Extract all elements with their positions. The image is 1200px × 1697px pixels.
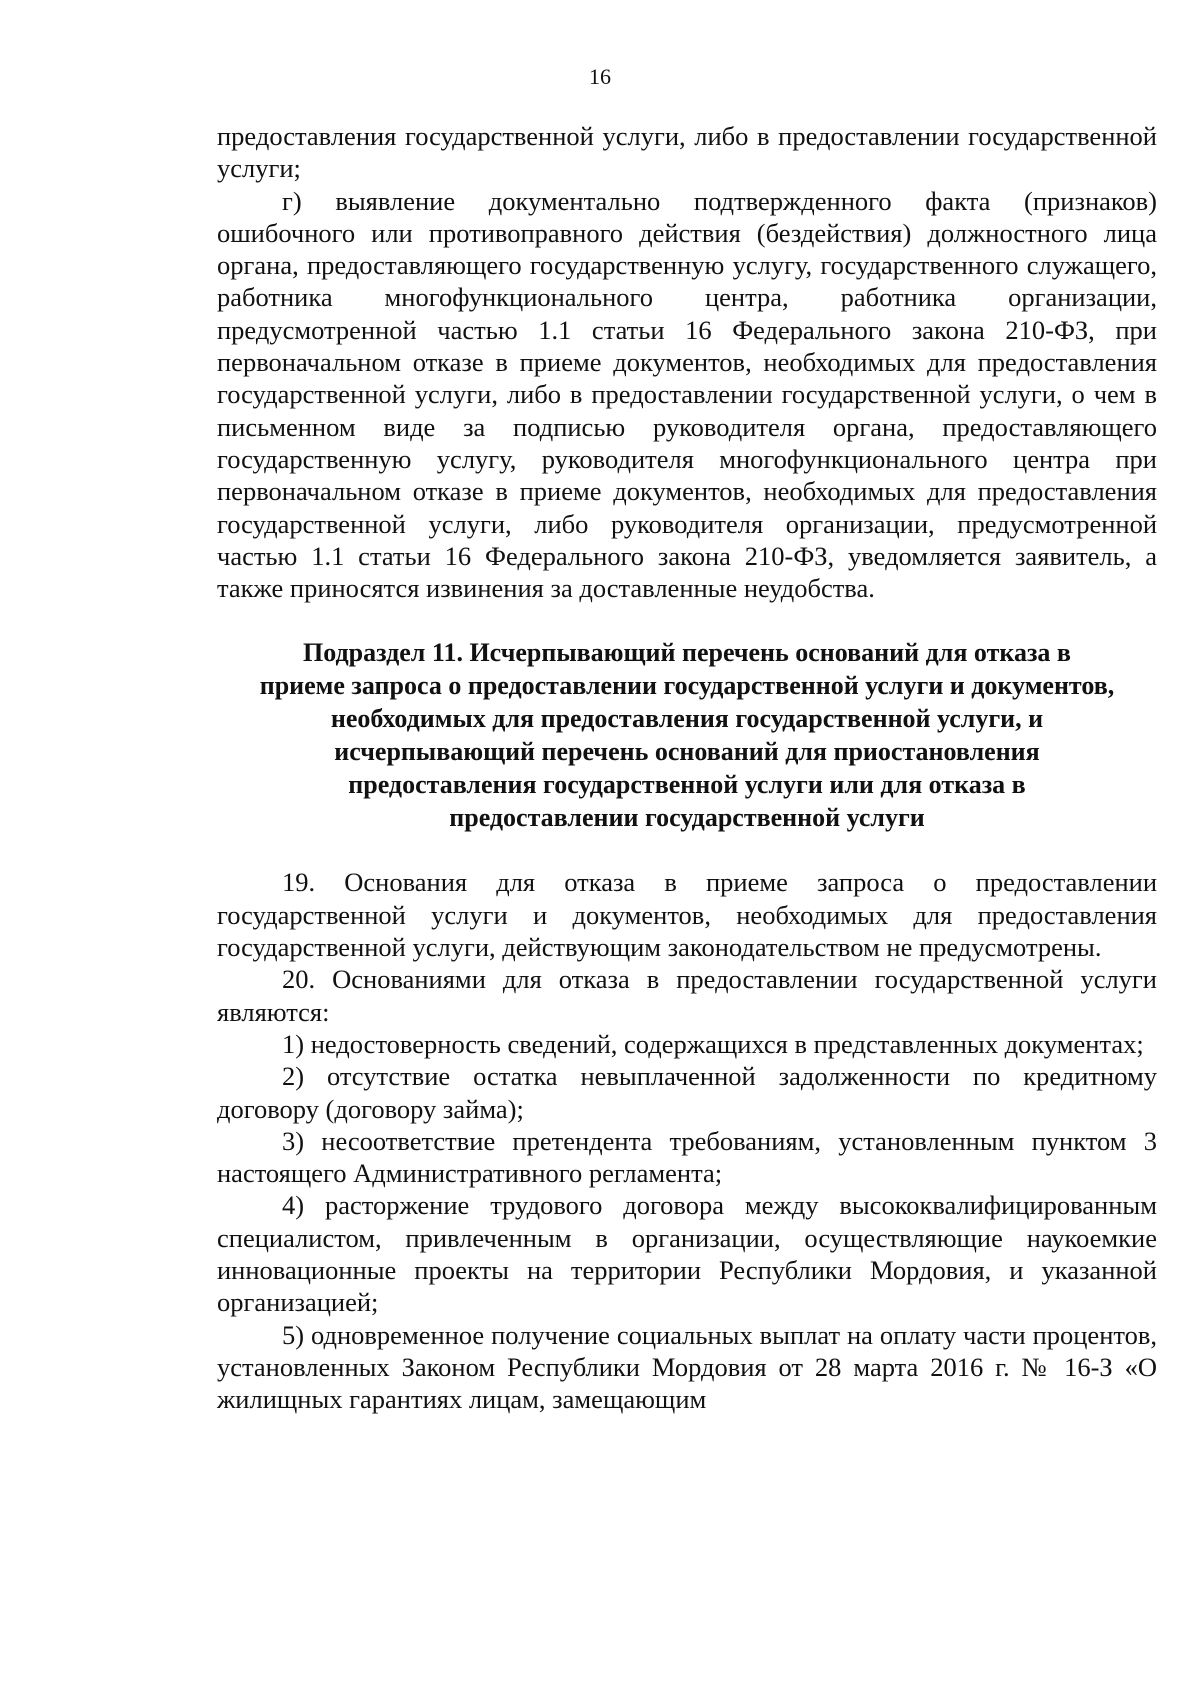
heading-line: предоставления государственной услуги или для отказа в	[348, 770, 1026, 800]
paragraph-item-g: г) выявление документально подтвержденного факта (признаков) ошибочного или противоправного действия (бездействия) должностного лица органа, предоставляющего государственную услугу, государственного служащего, работника многофункционального центра, работника организации, предусмотренной частью 1.1 статьи 16 Федерального закона 210-ФЗ, при первоначальном отказе в приеме документов, необходимых для предоставления государственной услуги, либо в предоставлении государственной услуги, о чем в письменном виде за подписью руководителя органа, предоставляющего государственную услугу, руководителя многофункционального центра при первоначальном отказе в приеме документов, необходимых для предоставления государственной услуги, либо руководителя организации, предусмотренной частью 1.1 статьи 16 Федерального закона 210-ФЗ, уведомляется заявитель, а также приносятся извинения за доставленные неудобства.	[217, 185, 1157, 604]
heading-line: Подраздел 11. Исчерпывающий перечень оснований для отказа в	[303, 638, 1071, 668]
heading-line: предоставлении государственной услуги	[449, 803, 925, 833]
list-item-4: 4) расторжение трудового договора между высококвалифицированным специалистом, привлеченным в организации, осуществляющие наукоемкие инновационные проекты на территории Республики Мордовия, и указанной организацией;	[217, 1190, 1157, 1318]
heading-line: необходимых для предоставления государственной услуги, и	[330, 704, 1044, 734]
list-item-5: 5) одновременное получение социальных выплат на оплату части процентов, установленных Законом Республики Мордовия от 28 марта 2016 г. № 16-З «О жилищных гарантиях лицам, замещающим	[217, 1319, 1157, 1415]
subsection-heading	[217, 636, 1157, 834]
paragraph-continuation: предоставления государственной услуги, либо в предоставлении государственной услуги;	[217, 121, 1157, 184]
list-item-2: 2) отсутствие остатка невыплаченной задолженности по кредитному договору (договору займа);	[217, 1061, 1157, 1124]
heading-line: приеме запроса о предоставлении государственной услуги и документов,	[259, 671, 1115, 701]
heading-line: исчерпывающий перечень оснований для приостановления	[334, 737, 1040, 767]
paragraph-19: 19. Основания для отказа в приеме запроса о предоставлении государственной услуги и документов, необходимых для предоставления государственной услуги, действующим законодательством не предусмотрены.	[217, 867, 1157, 963]
paragraph-20: 20. Основаниями для отказа в предоставлении государственной услуги являются:	[217, 964, 1157, 1027]
list-item-1: 1) недостоверность сведений, содержащихся в представленных документах;	[282, 1028, 1144, 1059]
document-body	[217, 120, 1157, 1416]
list-item-3: 3) несоответствие претендента требованиям, установленным пунктом 3 настоящего Административного регламента;	[217, 1125, 1157, 1189]
page-number: 16	[589, 64, 611, 89]
